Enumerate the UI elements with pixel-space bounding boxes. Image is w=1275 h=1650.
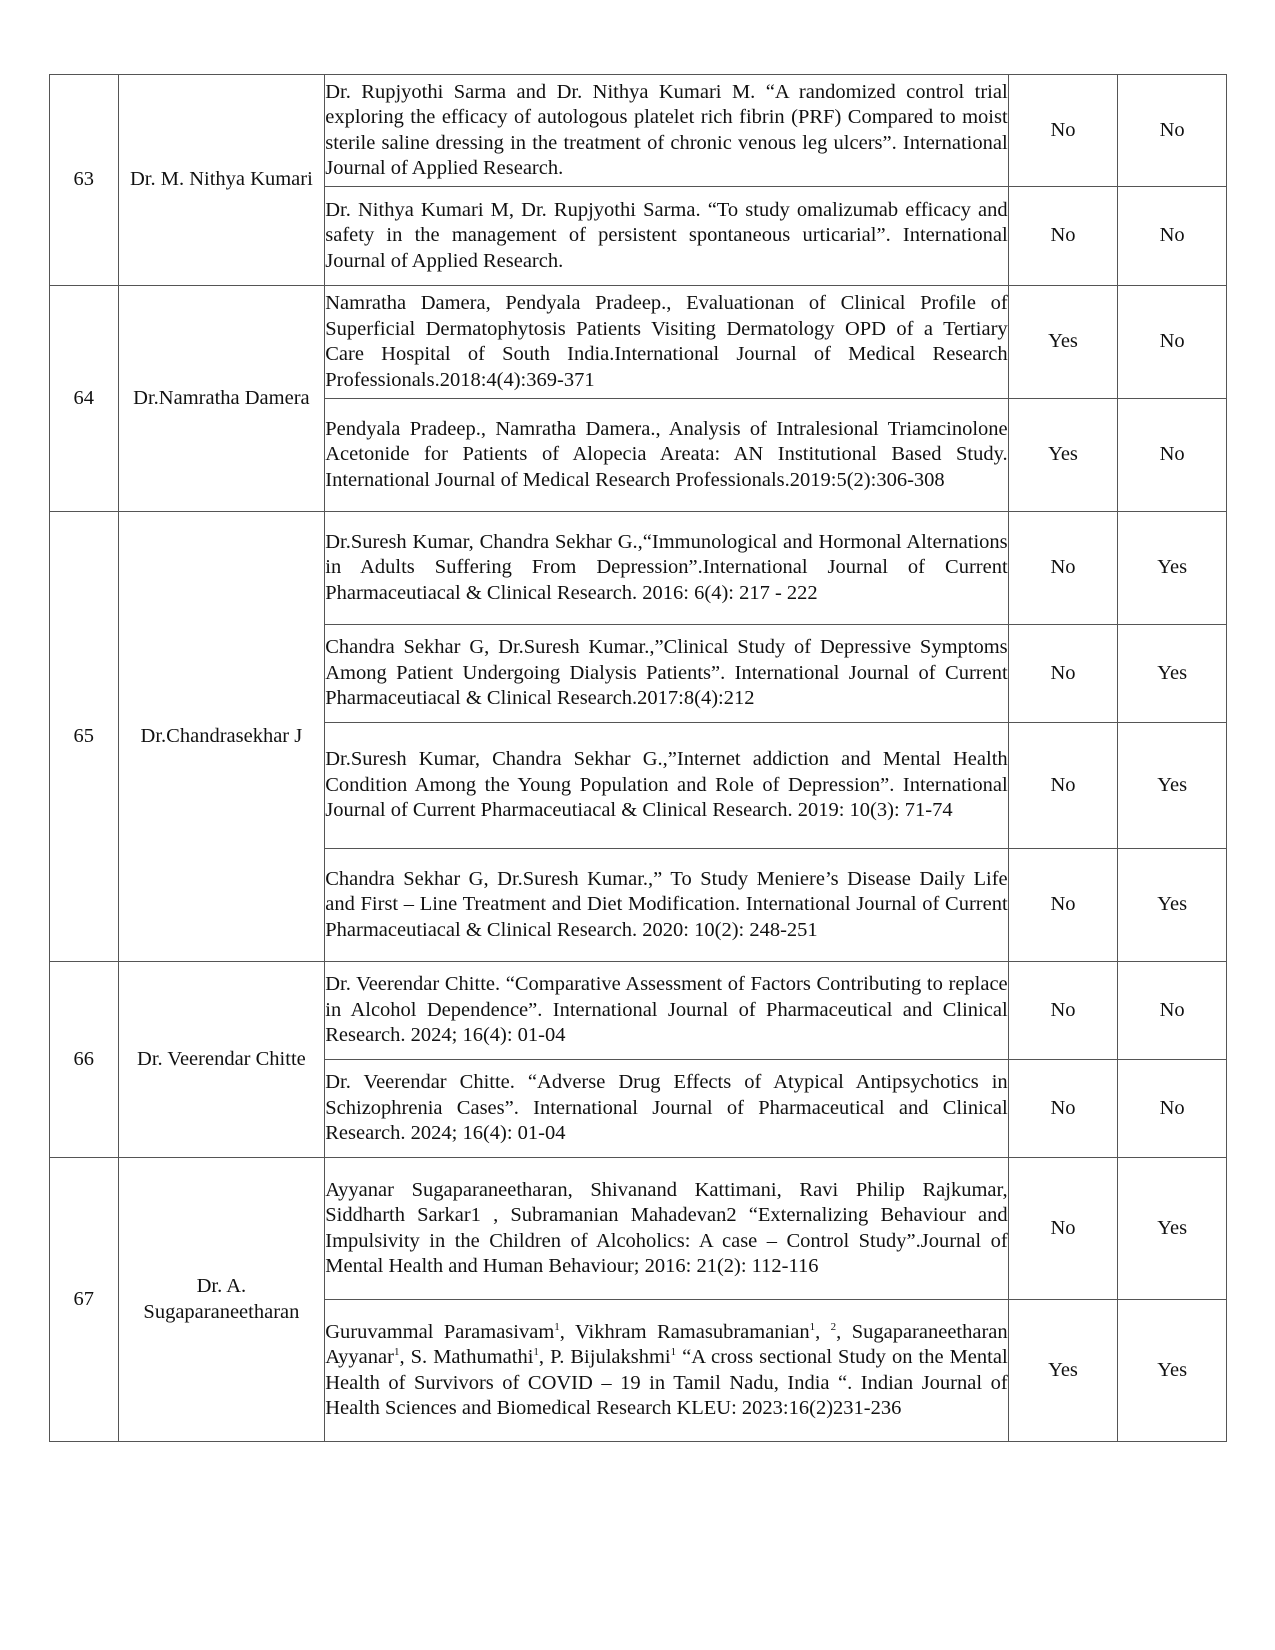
paper-citation: Dr.Suresh Kumar, Chandra Sekhar G.,“Immunological and Hormonal Alternations in Adults Suffering From Depression”.International Journal of Current Pharmaceutiacal & Clinical Research. 2016: 6(4): 217 - 222 <box>325 512 1008 625</box>
indexed-value-2: Yes <box>1118 512 1227 625</box>
indexed-value: No <box>1008 962 1118 1060</box>
indexed-value: No <box>1008 187 1118 286</box>
paper-citation: Dr. Veerendar Chitte. “Adverse Drug Effects of Atypical Antipsychotics in Schizophrenia Cases”. International Journal of Pharmaceutical and Clinical Research. 2024; 16(4): 01-04 <box>325 1060 1008 1158</box>
serial-number: 64 <box>50 286 119 512</box>
indexed-value: No <box>1008 723 1118 849</box>
indexed-value-2: No <box>1118 286 1227 399</box>
paper-citation: Dr. Nithya Kumari M, Dr. Rupjyothi Sarma. “To study omalizumab efficacy and safety in the management of persistent spontaneous urticarial”. International Journal of Applied Research. <box>325 187 1008 286</box>
indexed-value-2: No <box>1118 187 1227 286</box>
serial-number: 66 <box>50 962 119 1158</box>
paper-citation: Chandra Sekhar G, Dr.Suresh Kumar.,” To Study Meniere’s Disease Daily Life and First – Line Treatment and Diet Modification. International Journal of Current Pharmaceutiacal & Clinical Research. 2020: 10(2): 248-251 <box>325 849 1008 962</box>
indexed-value: No <box>1008 75 1118 187</box>
paper-citation: Pendyala Pradeep., Namratha Damera., Analysis of Intralesional Triamcinolone Acetonide for Patients of Alopecia Areata: AN Institutional Based Study. International Journal of Medical Research Professionals.2019:5(2):306-308 <box>325 399 1008 512</box>
indexed-value-2: No <box>1118 399 1227 512</box>
table-row <box>50 286 1227 399</box>
indexed-value-2: Yes <box>1118 723 1227 849</box>
faculty-name: Dr. M. Nithya Kumari <box>118 75 325 286</box>
indexed-value: No <box>1008 625 1118 723</box>
paper-citation: Ayyanar Sugaparaneetharan, Shivanand Kattimani, Ravi Philip Rajkumar, Siddharth Sarkar1 , Subramanian Mahadevan2 “Externalizing Behaviour and Impulsivity in the Children of Alcoholics: A case – Control Study”.Journal of Mental Health and Human Behaviour; 2016: 21(2): 112-116 <box>325 1158 1008 1300</box>
indexed-value: Yes <box>1008 399 1118 512</box>
paper-citation: Dr. Rupjyothi Sarma and Dr. Nithya Kumari M. “A randomized control trial exploring the efficacy of autologous platelet rich fibrin (PRF) Compared to moist sterile saline dressing in the treatment of chronic venous leg ulcers”. International Journal of Applied Research. <box>325 75 1008 187</box>
indexed-value: No <box>1008 512 1118 625</box>
serial-number: 65 <box>50 512 119 962</box>
paper-citation: Namratha Damera, Pendyala Pradeep., Evaluationan of Clinical Profile of Superficial Dermatophytosis Patients Visiting Dermatology OPD of a Tertiary Care Hospital of South India.International Journal of Medical Research Professionals.2018:4(4):369-371 <box>325 286 1008 399</box>
indexed-value-2: Yes <box>1118 625 1227 723</box>
serial-number: 63 <box>50 75 119 286</box>
serial-number: 67 <box>50 1158 119 1442</box>
indexed-value-2: Yes <box>1118 849 1227 962</box>
indexed-value: Yes <box>1008 286 1118 399</box>
faculty-name: Dr. Veerendar Chitte <box>118 962 325 1158</box>
table-row <box>50 75 1227 187</box>
indexed-value: No <box>1008 849 1118 962</box>
paper-citation: Chandra Sekhar G, Dr.Suresh Kumar.,”Clinical Study of Depressive Symptoms Among Patient Undergoing Dialysis Patients”. International Journal of Current Pharmaceutiacal & Clinical Research.2017:8(4):212 <box>325 625 1008 723</box>
indexed-value-2: No <box>1118 962 1227 1060</box>
table-row <box>50 962 1227 1060</box>
indexed-value: Yes <box>1008 1300 1118 1442</box>
paper-citation: Dr.Suresh Kumar, Chandra Sekhar G.,”Internet addiction and Mental Health Condition Among the Young Population and Role of Depression”. International Journal of Current Pharmaceutiacal & Clinical Research. 2019: 10(3): 71-74 <box>325 723 1008 849</box>
paper-citation: Guruvammal Paramasivam$^1$, Vikhram Ramasubramanian$^1$, $^2$, Sugaparaneetharan Ayyanar$^1$, S. Mathumathi$^1$, P. Bijulakshmi$^1$ “A cross sectional Study on the Mental Health of Survivors of COVID – 19 in Tamil Nadu, India “. Indian Journal of Health Sciences and Biomedical Research KLEU: 2023:16(2)231-236 <box>325 1300 1008 1442</box>
indexed-value-2: Yes <box>1118 1300 1227 1442</box>
indexed-value: No <box>1008 1158 1118 1300</box>
paper-citation: Dr. Veerendar Chitte. “Comparative Assessment of Factors Contributing to replace in Alcohol Dependence”. International Journal of Pharmaceutical and Clinical Research. 2024; 16(4): 01-04 <box>325 962 1008 1060</box>
indexed-value-2: No <box>1118 75 1227 187</box>
faculty-name: Dr.Chandrasekhar J <box>118 512 325 962</box>
faculty-name: Dr. A. Sugaparaneetharan <box>118 1158 325 1442</box>
table-row <box>50 1158 1227 1300</box>
indexed-value-2: No <box>1118 1060 1227 1158</box>
table-row <box>50 512 1227 625</box>
publications-table <box>49 74 1227 1442</box>
indexed-value: No <box>1008 1060 1118 1158</box>
faculty-name: Dr.Namratha Damera <box>118 286 325 512</box>
indexed-value-2: Yes <box>1118 1158 1227 1300</box>
